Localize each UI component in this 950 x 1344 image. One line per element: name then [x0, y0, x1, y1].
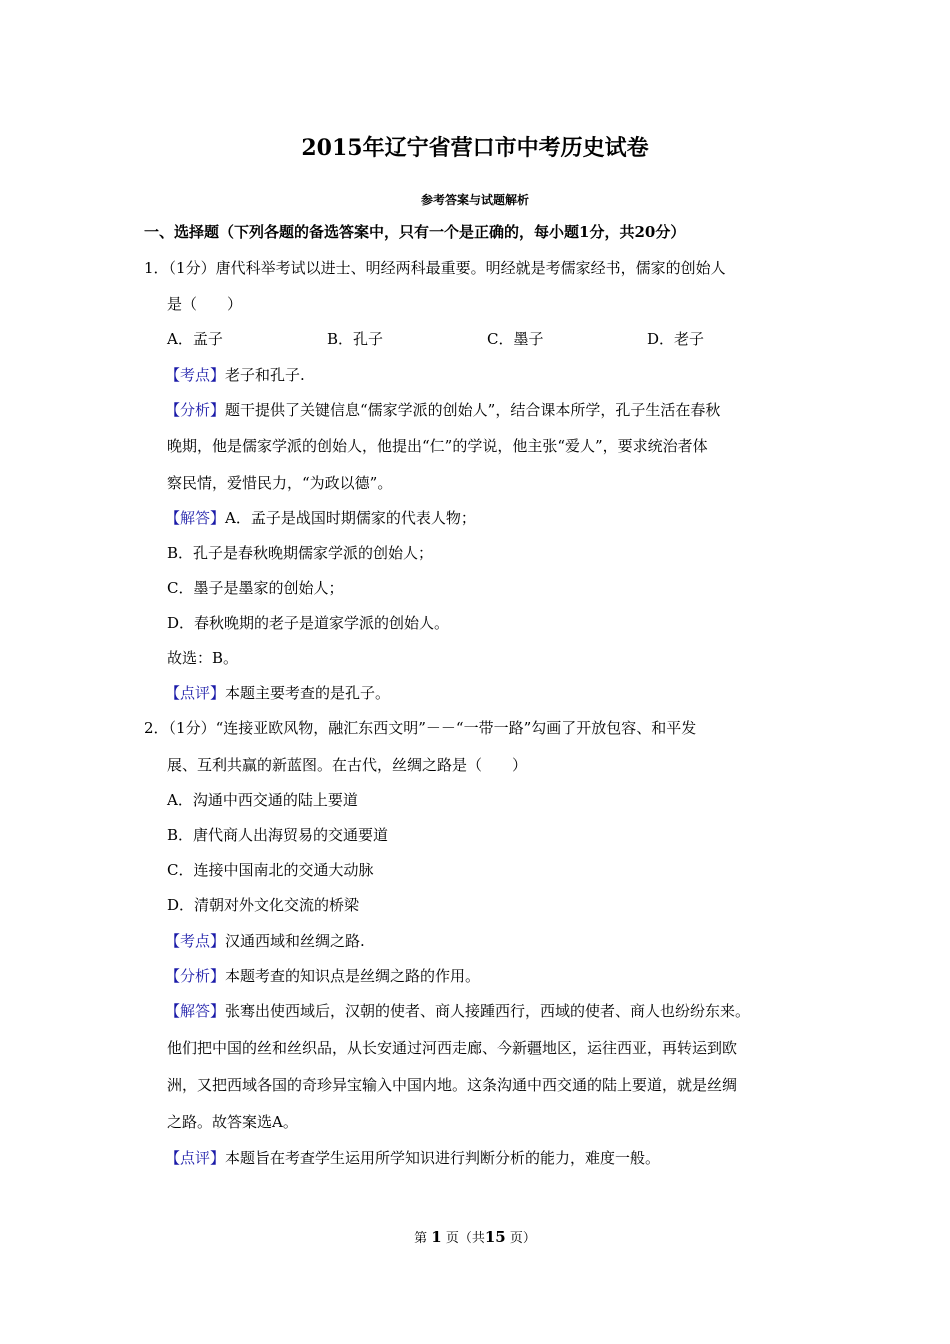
- q1-jieda-line4: D．春秋晚期的老子是道家学派的创始人。: [167, 614, 450, 632]
- q1-kaodian-text: 老子和孔子.: [225, 366, 305, 384]
- fenxi-tag: 【分析】: [165, 401, 226, 419]
- q1-fenxi-line2: 晚期，他是儒家学派的创始人，他提出“仁”的学说，他主张“爱人”，要求统治者体: [167, 437, 708, 455]
- q1-jieda-line1: A．孟子是战国时期儒家的代表人物；: [225, 509, 476, 527]
- footer-page-number: 1: [431, 1228, 442, 1246]
- page-subtitle: 参考答案与试题解析: [420, 193, 529, 207]
- jieda-tag: 【解答】: [165, 509, 226, 527]
- q2-fenxi: [165, 966, 480, 986]
- footer-suffix: 页）: [509, 1231, 536, 1246]
- q1-fenxi-line3: 察民情，爱惜民力，“为政以德”。: [167, 474, 393, 492]
- q1-option-c: C．墨子: [487, 330, 544, 348]
- page-footer: [0, 1227, 950, 1249]
- q1-dianping-text: 本题主要考查的是孔子。: [225, 684, 391, 702]
- q2-kaodian: [165, 931, 365, 951]
- kaodian-tag: 【考点】: [165, 932, 226, 950]
- q1-stem-line2: 是（ ）: [167, 295, 243, 313]
- q1-answer: 故选：B。: [167, 649, 239, 667]
- q1-options: [167, 329, 807, 349]
- q2-jieda-line2: 他们把中国的丝和丝织品，从长安通过河西走廊、今新疆地区，运往西亚，再转运到欧: [167, 1039, 738, 1057]
- q1-option-d: D．老子: [647, 330, 705, 348]
- q2-dianping-text: 本题旨在考查学生运用所学知识进行判断分析的能力，难度一般。: [225, 1149, 661, 1167]
- q1-jieda: [165, 508, 476, 528]
- q2-option-a: A．沟通中西交通的陆上要道: [167, 791, 358, 809]
- q1-jieda-line2: B．孔子是春秋晚期儒家学派的创始人；: [167, 544, 434, 562]
- dianping-tag: 【点评】: [165, 684, 226, 702]
- q1-option-b: B．孔子: [327, 330, 384, 348]
- q2-stem-line2: 展、互利共赢的新蓝图。在古代，丝绸之路是（ ）: [167, 756, 528, 774]
- footer-middle: 页（共: [445, 1231, 485, 1246]
- q1-stem-line1: 1．（1分）唐代科举考试以进士、明经两科最重要。明经就是考儒家经书，儒家的创始人: [144, 259, 726, 277]
- q2-fenxi-text: 本题考查的知识点是丝绸之路的作用。: [225, 967, 481, 985]
- q2-jieda-line3: 洲，又把西域各国的奇珍异宝输入中国内地。这条沟通中西交通的陆上要道，就是丝绸: [167, 1076, 738, 1094]
- q2-stem-line1: 2．（1分）“连接亚欧风物，融汇东西文明”－－“一带一路”勾画了开放包容、和平发: [144, 719, 697, 737]
- footer-total-pages: 15: [484, 1228, 506, 1246]
- q1-jieda-line3: C．墨子是墨家的创始人；: [167, 579, 344, 597]
- jieda-tag: 【解答】: [165, 1002, 226, 1020]
- q2-jieda: [165, 1001, 750, 1021]
- kaodian-tag: 【考点】: [165, 366, 226, 384]
- q2-jieda-line1: 张骞出使西域后，汉朝的使者、商人接踵西行，西域的使者、商人也纷纷东来。: [225, 1002, 751, 1020]
- q1-dianping: [165, 683, 390, 703]
- q2-option-b: B．唐代商人出海贸易的交通要道: [167, 826, 389, 844]
- q1-kaodian: [165, 365, 305, 385]
- dianping-tag: 【点评】: [165, 1149, 226, 1167]
- q2-option-c: C．连接中国南北的交通大动脉: [167, 861, 374, 879]
- q1-fenxi-line1: 题干提供了关键信息“儒家学派的创始人”，结合课本所学，孔子生活在春秋: [225, 401, 721, 419]
- q2-kaodian-text: 汉通西域和丝绸之路.: [225, 932, 365, 950]
- q2-jieda-line4: 之路。故答案选A。: [167, 1113, 298, 1131]
- q2-option-d: D．清朝对外文化交流的桥梁: [167, 896, 360, 914]
- q1-option-a: A．孟子: [167, 330, 223, 348]
- fenxi-tag: 【分析】: [165, 967, 226, 985]
- section-heading: 一、选择题（下列各题的备选答案中，只有一个是正确的，每小题1分，共20分）: [144, 223, 686, 241]
- page-title: 2015年辽宁省营口市中考历史试卷: [301, 135, 649, 161]
- q2-dianping: [165, 1148, 660, 1168]
- footer-prefix: 第: [414, 1231, 428, 1246]
- q1-fenxi: [165, 400, 720, 420]
